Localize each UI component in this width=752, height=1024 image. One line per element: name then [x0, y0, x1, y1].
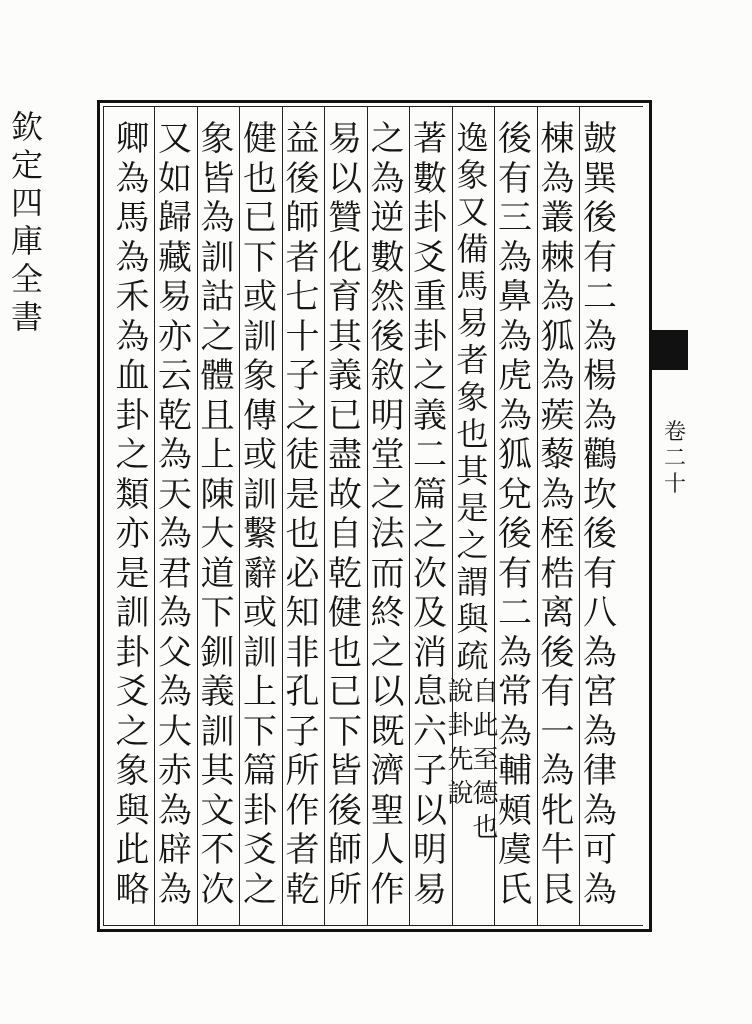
- glyph: 益: [285, 119, 320, 159]
- glyph: 上: [243, 672, 277, 712]
- title-char: 庫: [10, 222, 43, 260]
- glyph: 為: [540, 158, 575, 199]
- glyph: 律: [583, 751, 617, 791]
- glyph: 或: [243, 277, 277, 317]
- glyph: 且: [200, 395, 235, 436]
- glyph: 法: [370, 514, 405, 554]
- glyph: 卿: [115, 119, 150, 159]
- glyph: 備: [456, 230, 489, 268]
- glyph: 贊: [328, 198, 362, 238]
- note-glyph: 先: [447, 745, 474, 775]
- title-char: 欽: [10, 108, 43, 146]
- glyph: 藜: [540, 435, 575, 475]
- glyph: 爻: [413, 237, 447, 278]
- glyph: 有: [498, 158, 532, 199]
- glyph: 陳: [200, 474, 235, 515]
- glyph: 堂: [370, 435, 405, 475]
- glyph: 而: [370, 553, 405, 594]
- column-rule: [494, 106, 495, 926]
- glyph: 健: [243, 119, 277, 159]
- glyph: 牝: [540, 790, 575, 831]
- glyph: 易: [328, 119, 362, 159]
- glyph: 棟: [540, 119, 575, 159]
- glyph: 篇: [413, 474, 447, 515]
- col-5: [405, 120, 455, 920]
- glyph: 二: [583, 277, 617, 317]
- glyph: 後: [583, 514, 617, 554]
- glyph: 巽: [583, 158, 617, 199]
- glyph: 是: [115, 553, 150, 594]
- glyph: 為: [158, 435, 192, 475]
- note-glyph: 自: [472, 677, 499, 707]
- col-8: [278, 120, 328, 920]
- glyph: 一: [540, 711, 575, 752]
- glyph: 為: [200, 198, 235, 238]
- glyph: 為: [370, 158, 405, 199]
- glyph: 或: [243, 435, 277, 475]
- glyph: 或: [243, 593, 277, 633]
- glyph: 棘: [540, 237, 575, 278]
- glyph: 訓: [115, 593, 150, 633]
- glyph: 後: [285, 158, 320, 199]
- glyph: 必: [285, 553, 320, 594]
- column-rule: [579, 106, 580, 926]
- glyph: 其: [200, 751, 235, 791]
- glyph: 明: [413, 830, 447, 870]
- glyph: 又: [456, 193, 489, 231]
- glyph: 疏: [456, 637, 489, 675]
- glyph: 也: [456, 415, 489, 453]
- glyph: 為: [158, 790, 192, 831]
- glyph: 八: [583, 593, 617, 633]
- glyph: 終: [370, 593, 405, 633]
- glyph: 亦: [158, 316, 192, 357]
- column-rule: [239, 106, 240, 926]
- glyph: 知: [285, 593, 320, 633]
- glyph: 之: [200, 316, 235, 357]
- glyph: 皆: [200, 158, 235, 199]
- note-glyph: 說: [447, 677, 474, 707]
- glyph: 虞: [498, 830, 532, 870]
- glyph: 之: [370, 474, 405, 515]
- volume-char: 二: [663, 446, 686, 471]
- glyph: 既: [370, 711, 405, 752]
- glyph: 已: [328, 395, 362, 436]
- glyph: 義: [413, 395, 447, 436]
- glyph: 三: [498, 198, 532, 238]
- note-glyph: 也: [472, 813, 499, 843]
- glyph: 已: [243, 198, 277, 238]
- glyph: 詁: [200, 277, 235, 317]
- glyph: 二: [413, 435, 447, 475]
- glyph: 育: [328, 277, 362, 317]
- glyph: 為: [158, 593, 192, 633]
- glyph: 其: [456, 452, 489, 490]
- glyph: 有: [540, 672, 575, 712]
- glyph: 然: [370, 277, 405, 317]
- glyph: 之: [243, 869, 277, 910]
- glyph: 桎: [540, 514, 575, 554]
- glyph: 狐: [540, 316, 575, 357]
- column-rule: [154, 106, 155, 926]
- glyph: 及: [413, 593, 447, 633]
- col-10: [193, 120, 243, 920]
- note-glyph: 德: [472, 779, 499, 809]
- glyph: 乾: [285, 869, 320, 910]
- title-char: 四: [10, 184, 43, 222]
- glyph: 宮: [583, 672, 617, 712]
- commentary-notes: [448, 675, 498, 845]
- glyph: 化: [328, 237, 362, 278]
- glyph: 者: [456, 341, 489, 379]
- glyph: 為: [158, 672, 192, 712]
- note-glyph: 說: [447, 779, 474, 809]
- col-9: [235, 120, 285, 920]
- glyph: 義: [200, 672, 235, 712]
- glyph: 盡: [328, 435, 362, 475]
- glyph: 息: [413, 672, 447, 712]
- glyph: 為: [115, 158, 150, 199]
- glyph: 文: [200, 790, 235, 831]
- glyph: 為: [583, 711, 617, 752]
- glyph: 故: [328, 474, 362, 515]
- glyph: 為: [583, 869, 617, 910]
- glyph: 叢: [540, 198, 575, 238]
- glyph: 坎: [583, 474, 617, 515]
- glyph: 乾: [158, 395, 192, 436]
- glyph: 天: [158, 474, 192, 515]
- glyph: 也: [243, 158, 277, 199]
- glyph: 重: [413, 277, 447, 317]
- column-rule: [367, 106, 368, 926]
- note-glyph: 至: [472, 745, 499, 775]
- glyph: 可: [583, 830, 617, 870]
- glyph: 又: [158, 119, 192, 159]
- glyph: 後: [498, 119, 532, 159]
- glyph: 象: [243, 356, 277, 396]
- glyph: 卦: [413, 198, 447, 238]
- glyph: 之: [370, 119, 405, 159]
- glyph: 亦: [115, 514, 150, 554]
- col-12: [108, 120, 158, 920]
- glyph: 逆: [370, 198, 405, 238]
- glyph: 訓: [243, 632, 277, 673]
- glyph: 為: [540, 751, 575, 791]
- glyph: 父: [158, 632, 192, 673]
- glyph: 數: [413, 158, 447, 199]
- glyph: 藏: [158, 237, 192, 278]
- glyph: 後: [498, 514, 532, 554]
- glyph: 為: [498, 632, 532, 673]
- glyph: 不: [200, 830, 235, 870]
- glyph: 輔: [498, 751, 532, 791]
- glyph: 之: [413, 514, 447, 554]
- edge-rule: [649, 100, 652, 932]
- glyph: 之: [413, 356, 447, 396]
- glyph: 釧: [200, 632, 235, 673]
- glyph: 之: [370, 632, 405, 673]
- glyph: 之: [115, 435, 150, 475]
- glyph: 常: [498, 672, 532, 712]
- glyph: 易: [456, 304, 489, 342]
- glyph: 艮: [540, 869, 575, 910]
- glyph: 已: [328, 672, 362, 712]
- glyph: 敘: [370, 356, 405, 396]
- glyph: 著: [413, 119, 447, 159]
- column-rule: [197, 106, 198, 926]
- col-1: [575, 120, 625, 920]
- glyph: 下: [243, 237, 277, 278]
- glyph: 人: [370, 830, 405, 870]
- glyph: 其: [328, 316, 362, 357]
- glyph: 狐: [498, 435, 532, 475]
- glyph: 皷: [583, 119, 617, 159]
- book-title: [8, 108, 46, 336]
- glyph: 傳: [243, 395, 277, 436]
- note-glyph: 此: [472, 711, 499, 741]
- glyph: 為: [498, 237, 532, 278]
- glyph: 梏: [540, 553, 575, 594]
- glyph: 如: [158, 158, 192, 199]
- glyph: 卦: [413, 316, 447, 357]
- glyph: 歸: [158, 198, 192, 238]
- glyph: 作: [370, 869, 405, 910]
- glyph: 此: [115, 830, 150, 870]
- glyph: 爻: [243, 830, 277, 870]
- glyph: 之: [285, 395, 320, 436]
- column-rule: [282, 106, 283, 926]
- glyph: 离: [540, 593, 575, 633]
- glyph: 也: [328, 632, 362, 673]
- glyph: 為: [498, 711, 532, 752]
- glyph: 訓: [200, 237, 235, 278]
- glyph: 次: [200, 869, 235, 910]
- glyph: 馬: [115, 198, 150, 238]
- glyph: 為: [540, 356, 575, 396]
- glyph: 為: [540, 277, 575, 317]
- glyph: 為: [498, 316, 532, 357]
- glyph: 自: [328, 514, 362, 554]
- glyph: 卦: [115, 395, 150, 436]
- col-7: [320, 120, 370, 920]
- glyph: 明: [370, 395, 405, 436]
- glyph: 徒: [285, 435, 320, 475]
- glyph: 鼻: [498, 277, 532, 317]
- glyph: 後: [540, 632, 575, 673]
- glyph: 楊: [583, 356, 617, 396]
- glyph: 後: [583, 198, 617, 238]
- glyph: 者: [285, 237, 320, 278]
- glyph: 云: [158, 356, 192, 396]
- glyph: 乾: [328, 553, 362, 594]
- glyph: 下: [243, 711, 277, 752]
- glyph: 師: [328, 830, 362, 870]
- glyph: 為: [115, 237, 150, 278]
- glyph: 非: [285, 632, 320, 673]
- glyph: 二: [498, 593, 532, 633]
- title-char: 書: [10, 298, 43, 336]
- glyph: 義: [328, 356, 362, 396]
- glyph: 為: [583, 395, 617, 436]
- glyph: 卦: [115, 632, 150, 673]
- glyph: 訓: [243, 474, 277, 515]
- glyph: 有: [498, 553, 532, 594]
- glyph: 卦: [243, 790, 277, 831]
- glyph: 逸: [456, 119, 489, 157]
- glyph: 赤: [158, 751, 192, 791]
- glyph: 爻: [115, 672, 150, 712]
- glyph: 為: [540, 474, 575, 515]
- glyph: 濟: [370, 751, 405, 791]
- glyph: 象: [115, 751, 150, 791]
- glyph: 七: [285, 277, 320, 317]
- glyph: 為: [583, 632, 617, 673]
- glyph: 也: [285, 514, 320, 554]
- glyph: 以: [413, 790, 447, 831]
- glyph: 氏: [498, 869, 532, 910]
- glyph: 以: [370, 672, 405, 712]
- glyph: 健: [328, 593, 362, 633]
- glyph: 子: [285, 711, 320, 752]
- column-rule: [537, 106, 538, 926]
- glyph: 子: [285, 356, 320, 396]
- glyph: 篇: [243, 751, 277, 791]
- glyph: 後: [328, 790, 362, 831]
- glyph: 馬: [456, 267, 489, 305]
- glyph: 謂: [456, 563, 489, 601]
- glyph: 為: [583, 316, 617, 357]
- glyph: 兌: [498, 474, 532, 515]
- glyph: 大: [200, 514, 235, 554]
- fishtail-mark: [652, 330, 688, 370]
- glyph: 大: [158, 711, 192, 752]
- glyph: 是: [285, 474, 320, 515]
- glyph: 易: [413, 869, 447, 910]
- glyph: 辭: [243, 553, 277, 594]
- glyph: 師: [285, 198, 320, 238]
- glyph: 消: [413, 632, 447, 673]
- glyph: 禾: [115, 277, 150, 317]
- glyph: 牛: [540, 830, 575, 870]
- glyph: 聖: [370, 790, 405, 831]
- glyph: 六: [413, 711, 447, 752]
- glyph: 孔: [285, 672, 320, 712]
- glyph: 血: [115, 356, 150, 396]
- glyph: 皆: [328, 751, 362, 791]
- glyph: 所: [285, 751, 320, 791]
- col-11: [150, 120, 200, 920]
- glyph: 為: [498, 395, 532, 436]
- glyph: 之: [456, 526, 489, 564]
- col-2: [533, 120, 583, 920]
- glyph: 之: [115, 711, 150, 752]
- glyph: 君: [158, 553, 192, 594]
- glyph: 後: [370, 316, 405, 357]
- glyph: 是: [456, 489, 489, 527]
- glyph: 易: [158, 277, 192, 317]
- glyph: 子: [413, 751, 447, 791]
- column-rule: [409, 106, 410, 926]
- title-char: 定: [10, 146, 43, 184]
- glyph: 有: [583, 553, 617, 594]
- glyph: 蒺: [540, 395, 575, 436]
- glyph: 為: [158, 869, 192, 910]
- col-6: [363, 120, 413, 920]
- glyph: 略: [115, 869, 150, 910]
- note-glyph: 卦: [447, 711, 474, 741]
- glyph: 作: [285, 790, 320, 831]
- glyph: 為: [158, 514, 192, 554]
- glyph: 類: [115, 474, 150, 515]
- glyph: 為: [115, 316, 150, 357]
- glyph: 頰: [498, 790, 532, 831]
- glyph: 數: [370, 237, 405, 278]
- glyph: 象: [456, 156, 489, 194]
- glyph: 道: [200, 553, 235, 594]
- glyph: 訓: [243, 316, 277, 357]
- page-edge: [649, 100, 695, 932]
- glyph: 與: [115, 790, 150, 831]
- glyph: 與: [456, 600, 489, 638]
- glyph: 體: [200, 356, 235, 396]
- glyph: 次: [413, 553, 447, 594]
- glyph: 辟: [158, 830, 192, 870]
- glyph: 上: [200, 435, 235, 475]
- glyph: 以: [328, 158, 362, 199]
- glyph: 下: [200, 593, 235, 633]
- glyph: 訓: [200, 711, 235, 752]
- glyph: 繫: [243, 514, 277, 554]
- volume-label: [660, 420, 690, 498]
- glyph: 為: [583, 790, 617, 831]
- glyph: 有: [583, 237, 617, 278]
- column-rule: [324, 106, 325, 926]
- volume-char: 十: [663, 472, 686, 497]
- glyph: 象: [456, 378, 489, 416]
- volume-char: 卷: [663, 420, 686, 445]
- glyph: 者: [285, 830, 320, 870]
- glyph: 下: [328, 711, 362, 752]
- title-char: 全: [10, 260, 43, 298]
- glyph: 象: [200, 119, 235, 159]
- glyph: 所: [328, 869, 362, 910]
- glyph: 鸛: [583, 435, 617, 475]
- col-4: [448, 120, 498, 920]
- glyph: 十: [285, 316, 320, 357]
- column-rule: [452, 106, 453, 926]
- glyph: 虎: [498, 356, 532, 396]
